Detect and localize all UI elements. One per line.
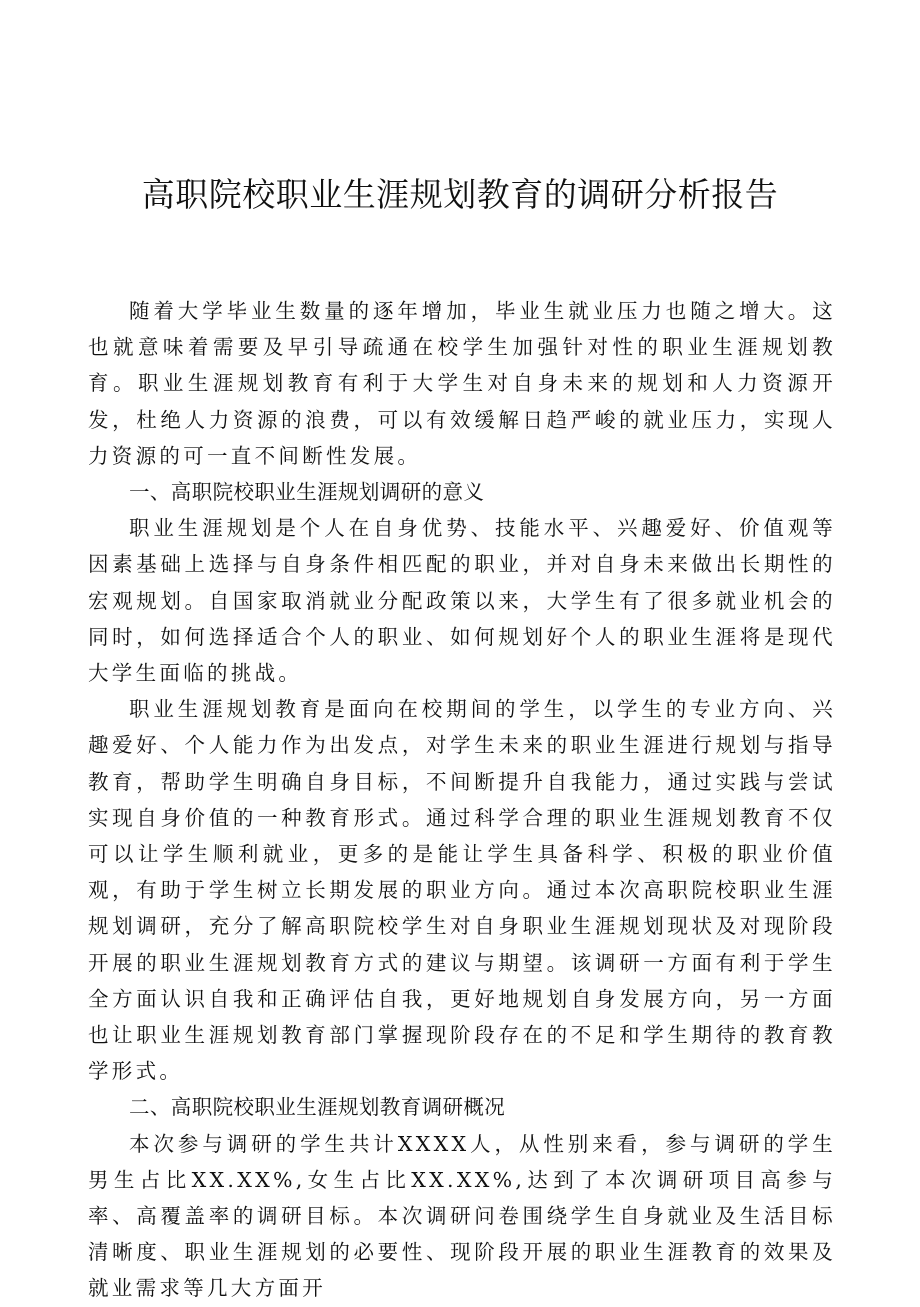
section-2-paragraph-1: 本次参与调研的学生共计XXXX人，从性别来看，参与调研的学生男生占比XX.XX%,女生占比XX.XX%,达到了本次调研项目高参与率、高覆盖率的调研目标。本次调研问卷围绕学生自身就业及生活目标清晰度、职业生涯规划的必要性、现阶段开展的职业生涯教育的效果及就业需求等几大方面开 xyxy=(88,1131,836,1301)
intro-paragraph: 随着大学毕业生数量的逐年增加，毕业生就业压力也随之增大。这也就意味着需要及早引导疏通在校学生加强针对性的职业生涯规划教育。职业生涯规划教育有利于大学生对自身未来的规划和人力资源开发，杜绝人力资源的浪费，可以有效缓解日趋严峻的就业压力，实现人力资源的可一直不间断性发展。 xyxy=(88,299,836,468)
section-1-paragraph-1: 职业生涯规划是个人在自身优势、技能水平、兴趣爱好、价值观等因素基础上选择与自身条件相匹配的职业，并对自身未来做出长期性的宏观规划。自国家取消就业分配政策以来，大学生有了很多就业机会的同时，如何选择适合个人的职业、如何规划好个人的职业生涯将是现代大学生面临的挑战。 xyxy=(88,516,836,686)
section-1-heading: 一、高职院校职业生涯规划调研的意义 xyxy=(129,480,485,505)
document-title: 高职院校职业生涯规划教育的调研分析报告 xyxy=(141,175,779,214)
section-2-heading: 二、高职院校职业生涯规划教育调研概况 xyxy=(129,1095,506,1120)
document-body xyxy=(88,293,836,1307)
section-1-paragraph-2: 职业生涯规划教育是面向在校期间的学生，以学生的专业方向、兴趣爱好、个人能力作为出发点，对学生未来的职业生涯进行规划与指导教育，帮助学生明确自身目标，不间断提升自我能力，通过实践与尝试实现自身价值的一种教育形式。通过科学合理的职业生涯规划教育不仅可以让学生顺利就业，更多的是能让学生具备科学、积极的职业价值观，有助于学生树立长期发展的职业方向。通过本次高职院校职业生涯规划调研，充分了解高职院校学生对自身职业生涯规划现状及对现阶段开展的职业生涯规划教育方式的建议与期望。该调研一方面有利于学生全方面认识自我和正确评估自我，更好地规划自身发展方向，另一方面也让职业生涯规划教育部门掌握现阶段存在的不足和学生期待的教育教学形式。 xyxy=(88,697,836,1084)
